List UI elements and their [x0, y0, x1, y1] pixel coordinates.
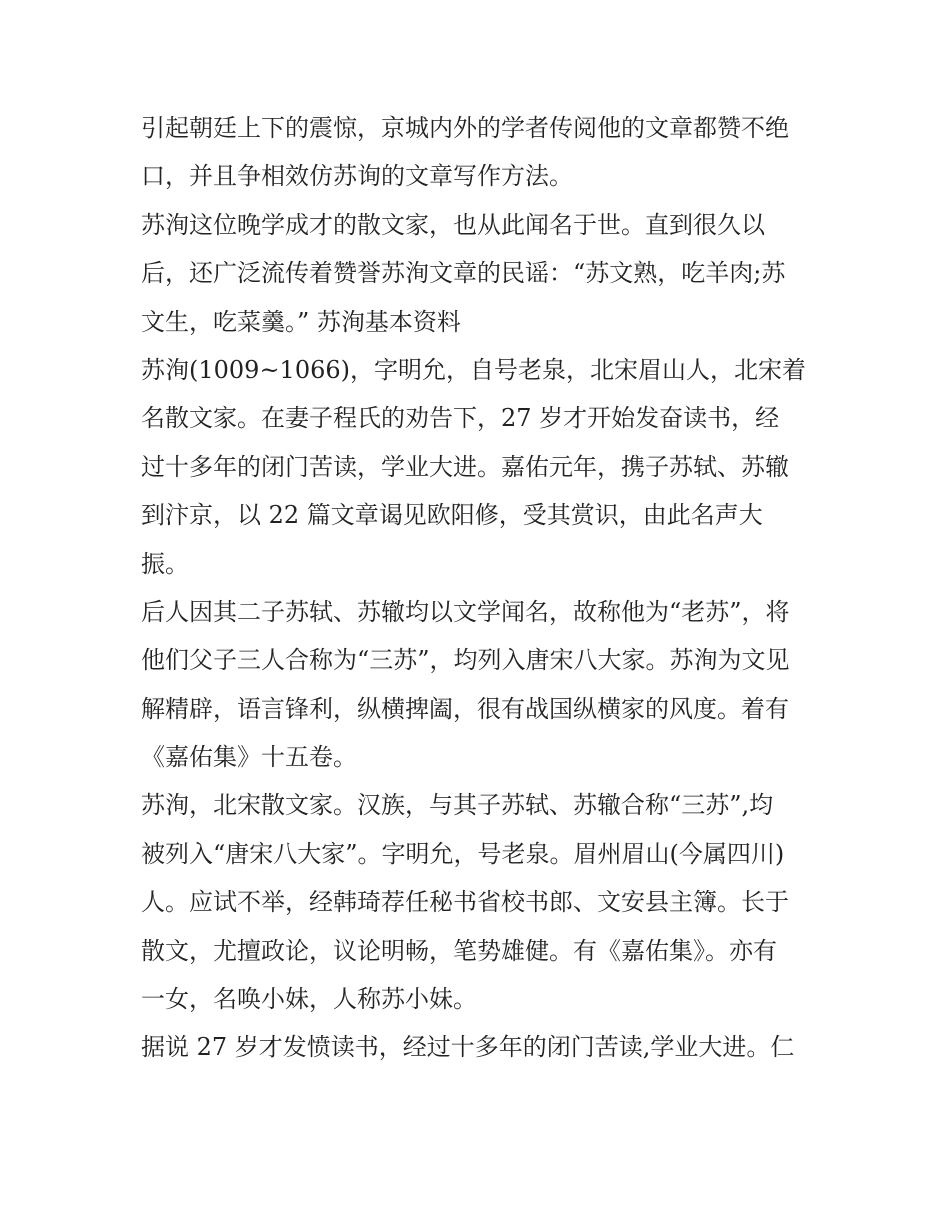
text-line: 人。应试不举，经韩琦荐任秘书省校书郎、文安县主簿。长于 — [141, 888, 789, 917]
body-text — [141, 104, 821, 1072]
text-line: 解精辟，语言锋利，纵横捭阖，很有战国纵横家的风度。着有 — [141, 694, 789, 723]
text-line: 后人因其二子苏轼、苏辙均以文学闻名，故称他为“老苏”，将 — [141, 597, 790, 626]
text-line: 口，并且争相效仿苏询的文章写作方法。 — [141, 162, 573, 191]
text-line: 名散文家。在妻子程氏的劝告下，27 岁才开始发奋读书，经 — [141, 404, 780, 433]
text-line: 一女，名唤小妹，人称苏小妹。 — [141, 985, 477, 1014]
text-line: 散文，尤擅政论，议论明畅，笔势雄健。有《嘉佑集》。亦有 — [141, 936, 777, 965]
text-line: 苏洵(1009~1066)，字明允，自号老泉，北宋眉山人，北宋着 — [141, 355, 806, 384]
text-line: 到汴京，以 22 篇文章谒见欧阳修，受其赏识，由此名声大 — [141, 501, 763, 530]
text-line: 他们父子三人合称为“三苏”，均列入唐宋八大家。苏洵为文见 — [141, 646, 790, 675]
text-line: 苏洵这位晚学成才的散文家，也从此闻名于世。直到很久以 — [141, 210, 765, 239]
text-line: 被列入“唐宋八大家”。字明允，号老泉。眉州眉山(今属四川) — [141, 839, 785, 868]
text-line: 后，还广泛流传着赞誉苏洵文章的民谣：“苏文熟，吃羊肉;苏 — [141, 259, 786, 288]
text-line: 据说 27 岁才发愤读书，经过十多年的闭门苦读,学业大进。仁 — [141, 1033, 795, 1062]
text-line: 振。 — [141, 549, 189, 578]
text-line: 过十多年的闭门苦读，学业大进。嘉佑元年，携子苏轼、苏辙 — [141, 452, 789, 481]
text-line: 《嘉佑集》十五卷。 — [141, 743, 357, 772]
text-line: 引起朝廷上下的震惊，京城内外的学者传阅他的文章都赞不绝 — [141, 114, 789, 142]
text-line: 苏洵，北宋散文家。汉族，与其子苏轼、苏辙合称“三苏”,均 — [141, 791, 774, 820]
text-line: 文生，吃菜羹。” 苏洵基本资料 — [141, 307, 461, 336]
